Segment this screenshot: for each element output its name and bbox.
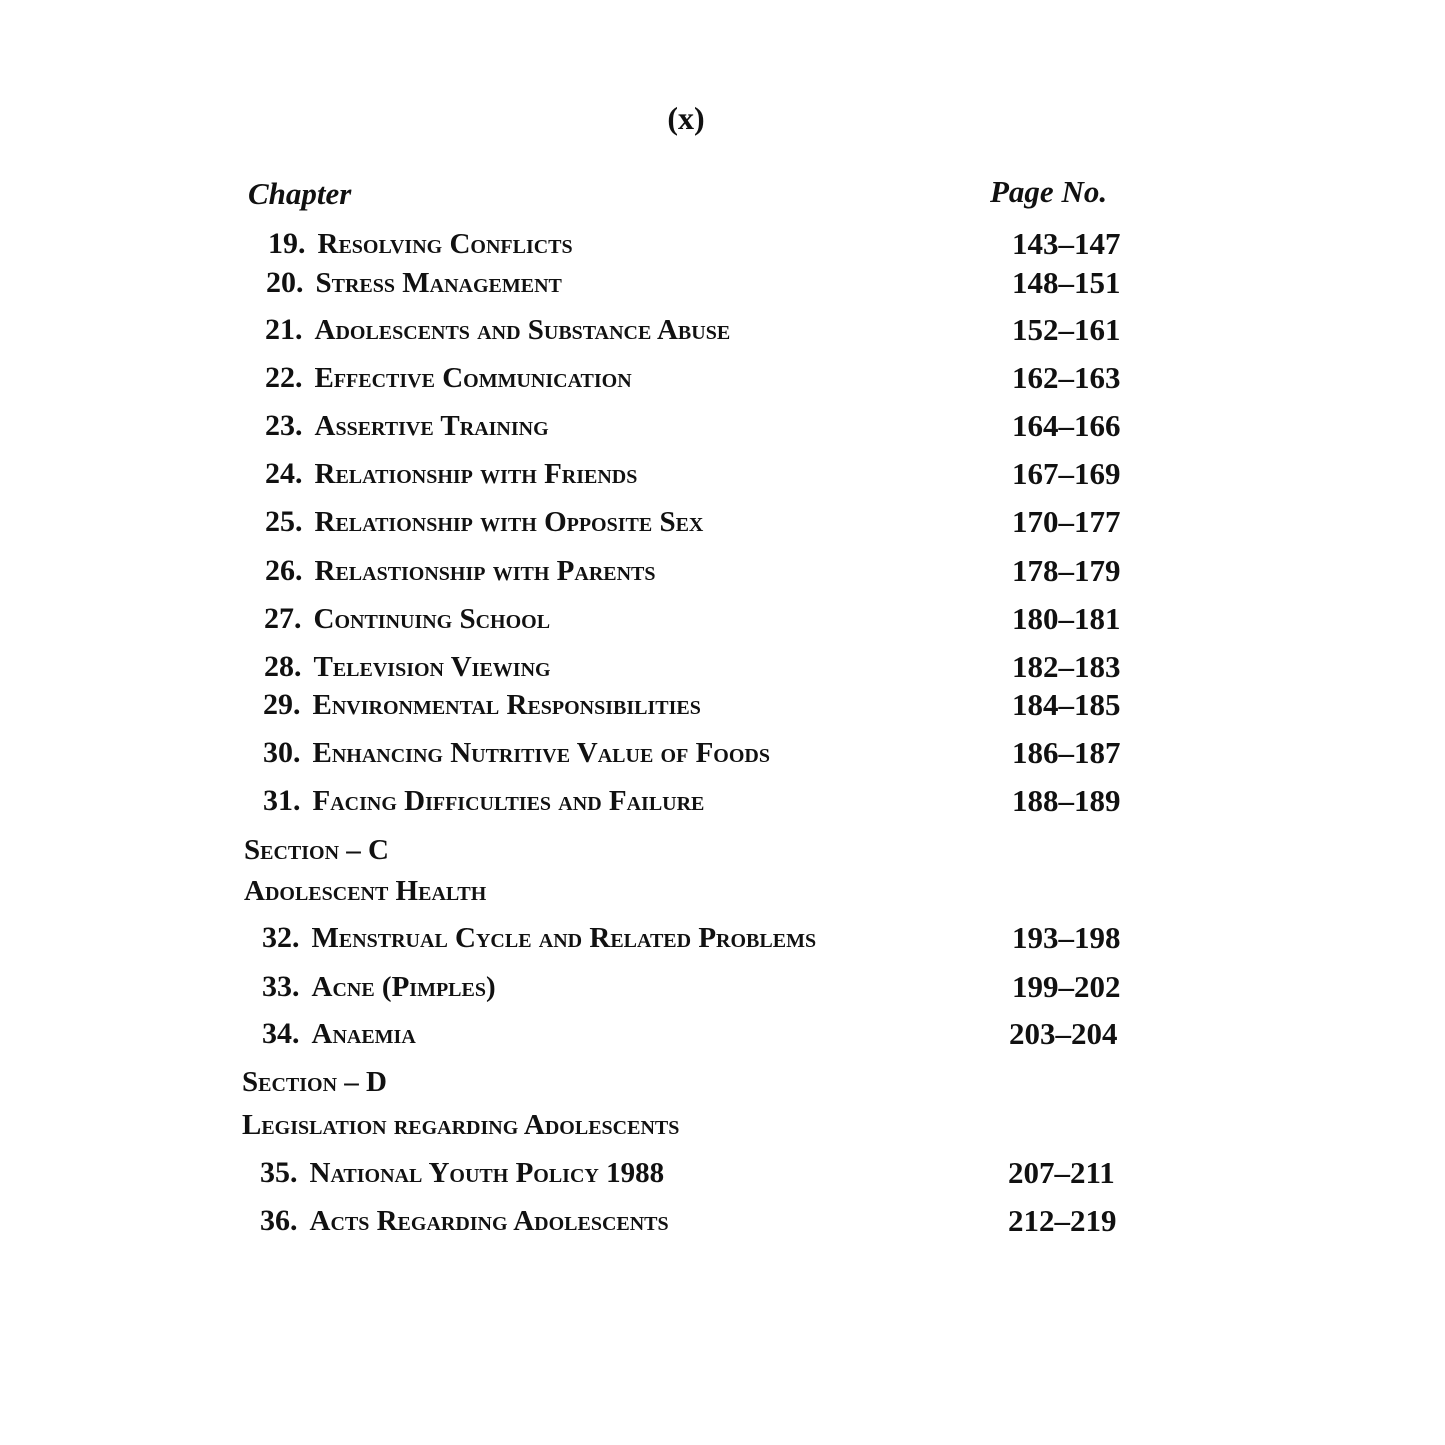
page-range: 162–163 [1012,360,1121,395]
page-range: 193–198 [1012,920,1121,955]
chapter-number: 32. [262,921,300,954]
page-range: 182–183 [1012,649,1121,684]
toc-entry [260,1153,1115,1193]
toc-entry [262,967,1121,1007]
chapter-number: 24. [265,457,303,490]
page-range: 164–166 [1012,408,1121,443]
chapter-title: National Youth Policy 1988 [309,1157,665,1189]
page-range: 188–189 [1012,783,1121,818]
section-label: Section – C [244,834,389,866]
chapter-number: 34. [262,1017,300,1050]
chapter-number: 19. [268,227,306,260]
chapter-number: 29. [263,688,301,721]
chapter-title: Relastionship with Parents [314,555,656,587]
chapter-number: 35. [260,1156,298,1189]
toc-entry [264,647,1121,687]
chapter-number: 33. [262,970,300,1003]
section-name: Adolescent Health [244,875,487,907]
chapter-title: Stress Management [315,267,562,299]
chapter-title: Environmental Responsibilities [312,689,701,721]
page-range: 152–161 [1012,312,1121,347]
page-range: 186–187 [1012,735,1121,770]
toc-entry [263,685,1121,725]
page-range: 167–169 [1012,456,1121,491]
page-range: 143–147 [1012,226,1121,261]
page-range: 199–202 [1012,969,1121,1004]
page-range: 170–177 [1012,504,1121,539]
chapter-number: 31. [263,784,301,817]
toc-entry [263,781,1121,821]
toc-entry [262,1014,1118,1054]
chapter-title: Acts Regarding Adolescents [309,1205,669,1237]
chapter-title: Assertive Training [314,410,549,442]
toc-entry [265,310,1121,350]
chapter-number: 21. [265,313,303,346]
chapter-title: Continuing School [313,603,551,635]
chapter-number: 23. [265,409,303,442]
chapter-title: Television Viewing [313,651,551,683]
chapter-title: Resolving Conflicts [317,228,573,260]
chapter-number: 26. [265,554,303,587]
chapter-number: 28. [264,650,302,683]
chapter-number: 27. [264,602,302,635]
chapter-number: 30. [263,736,301,769]
toc-entry [265,358,1121,398]
page-range: 207–211 [1008,1155,1115,1190]
chapter-title: Menstrual Cycle and Related Problems [311,922,817,954]
page-range: 184–185 [1012,687,1121,722]
chapter-title: Adolescents and Substance Abuse [314,314,731,346]
toc-entry [265,551,1121,591]
chapter-number: 36. [260,1204,298,1237]
page-no-column-header: Page No. [990,174,1108,209]
chapter-number: 22. [265,361,303,394]
chapter-title: Anaemia [311,1018,416,1050]
chapter-title: Facing Difficulties and Failure [312,785,705,817]
toc-entry [265,502,1121,542]
section-name: Legislation regarding Adolescents [242,1109,680,1141]
toc-entry [262,918,1121,958]
chapter-number: 25. [265,505,303,538]
page-range: 180–181 [1012,601,1121,636]
chapter-title: Enhancing Nutritive Value of Foods [312,737,770,769]
chapter-column-header: Chapter [248,176,352,211]
toc-entry [268,224,1121,264]
toc-entry [260,1201,1117,1241]
toc-entry [265,406,1121,446]
chapter-title: Relationship with Opposite Sex [314,506,704,538]
toc-entry [266,263,1121,303]
toc-entry [265,454,1121,494]
page-number: (x) [667,100,705,136]
chapter-title: Acne (Pimples) [311,971,496,1003]
page-range: 203–204 [1009,1016,1118,1051]
chapter-title: Effective Communication [314,362,632,394]
page-range: 212–219 [1008,1203,1117,1238]
chapter-number: 20. [266,266,304,299]
page-range: 178–179 [1012,553,1121,588]
page-range: 148–151 [1012,265,1121,300]
toc-entry [264,599,1121,639]
chapter-title: Relationship with Friends [314,458,638,490]
section-label: Section – D [242,1066,387,1098]
toc-entry [263,733,1121,773]
